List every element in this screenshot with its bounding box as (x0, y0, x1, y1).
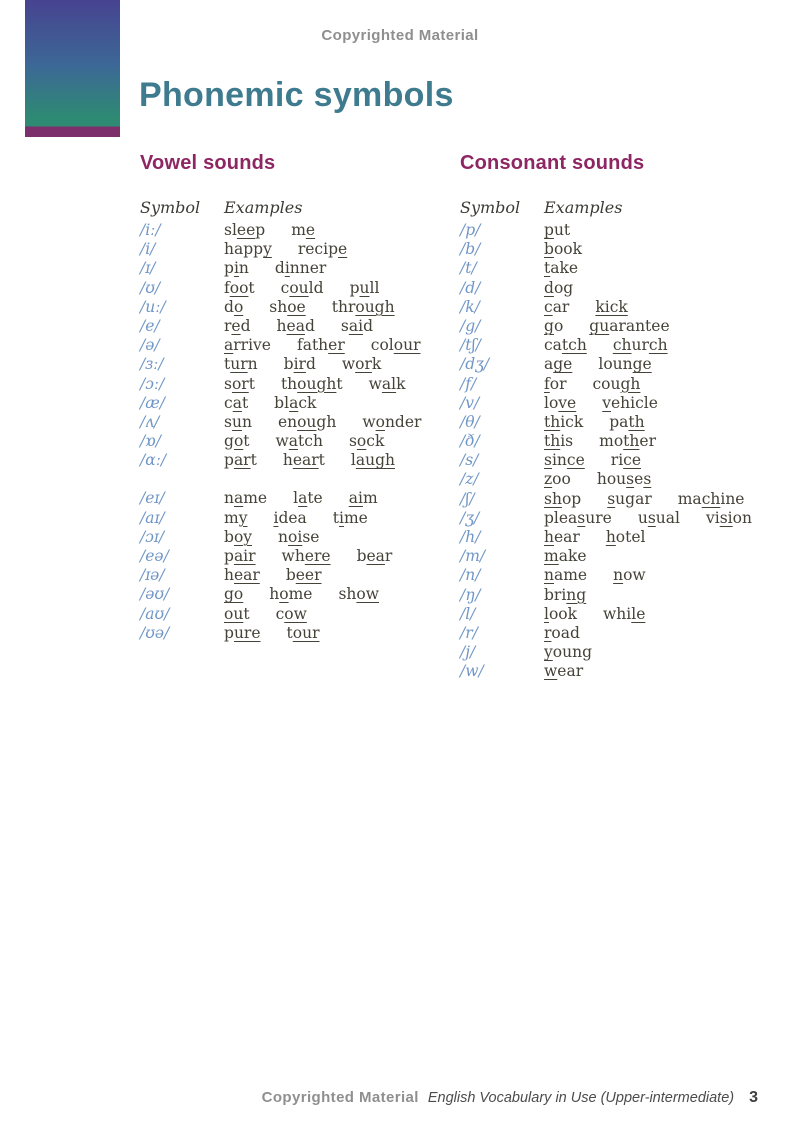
phoneme-symbol: /s/ (460, 451, 479, 470)
example-word: wear (544, 662, 584, 681)
phoneme-row (460, 509, 796, 528)
example-word: bring (544, 585, 587, 604)
example-word: kick (595, 297, 628, 316)
example-word: book (544, 240, 582, 259)
phoneme-row (140, 547, 452, 566)
example-word: love (544, 393, 577, 412)
example-word: hear (544, 528, 580, 546)
example-word: now (613, 566, 646, 585)
phoneme-symbol: /m/ (460, 547, 486, 566)
phoneme-symbol: /w/ (460, 662, 484, 681)
example-word: sock (348, 432, 385, 451)
phoneme-symbol: /d/ (460, 278, 481, 297)
phoneme-row (140, 355, 452, 374)
example-word: watch (275, 432, 323, 451)
phoneme-symbol: /ə/ (140, 336, 160, 355)
phoneme-symbol: /e/ (140, 316, 160, 335)
example-word: pair (224, 547, 256, 565)
example-word: work (341, 355, 382, 374)
example-word: catch (544, 336, 587, 355)
book-title: English Vocabulary in Use (Upper-intermediate) (427, 1090, 735, 1106)
phoneme-symbol: /z/ (460, 470, 479, 489)
example-word: boy (224, 527, 253, 546)
example-word: heart (282, 451, 325, 470)
phoneme-row (140, 509, 452, 528)
phoneme-row (460, 470, 796, 489)
phoneme-symbol: /ð/ (460, 432, 480, 451)
phoneme-symbol: /aʊ/ (140, 604, 170, 623)
phoneme-row (140, 605, 452, 624)
vowel-table-body (140, 221, 452, 643)
phoneme-row (140, 375, 452, 394)
example-word: happy (224, 240, 272, 259)
phoneme-symbol: /ʒ/ (460, 508, 480, 527)
example-word: do (224, 297, 244, 316)
phoneme-symbol: /g/ (460, 316, 481, 335)
example-word: red (224, 316, 251, 335)
example-word: go (544, 316, 564, 335)
example-word: walk (368, 374, 406, 393)
example-word: pure (224, 623, 261, 642)
example-word: houses (596, 470, 652, 489)
phoneme-row (140, 279, 452, 298)
example-word: where (281, 547, 331, 565)
phoneme-row (460, 566, 796, 585)
phoneme-row (140, 528, 452, 547)
phoneme-row (140, 624, 452, 643)
phoneme-row (460, 490, 796, 509)
phoneme-row (140, 221, 452, 240)
phoneme-symbol: /b/ (460, 240, 481, 259)
example-word: shop (544, 489, 582, 508)
copyright-watermark-bottom: Copyrighted Material (261, 1089, 419, 1106)
phoneme-symbol: /iː/ (140, 221, 161, 239)
example-word: age (544, 355, 573, 374)
phoneme-row (460, 643, 796, 662)
phoneme-row (140, 317, 452, 336)
page-number: 3 (749, 1089, 758, 1106)
consonant-table-body (460, 221, 796, 682)
example-word: head (276, 316, 315, 335)
example-word: me (291, 221, 316, 239)
example-word: while (603, 604, 646, 623)
example-word: black (274, 393, 317, 412)
phoneme-row (460, 298, 796, 317)
examples-column-header: Examples (544, 198, 623, 217)
phoneme-row (460, 547, 796, 566)
phoneme-row (460, 375, 796, 394)
example-word: for (544, 374, 567, 393)
example-word: path (609, 412, 645, 431)
symbol-column-header: Symbol (140, 198, 201, 217)
phoneme-symbol: /v/ (460, 393, 480, 412)
phoneme-row (460, 432, 796, 451)
phoneme-symbol: /i/ (140, 240, 156, 259)
example-word: time (332, 508, 368, 527)
phoneme-row (460, 317, 796, 336)
example-word: zoo (544, 470, 571, 489)
phoneme-row (460, 259, 796, 278)
example-word: since (544, 451, 585, 470)
example-word: take (544, 259, 579, 278)
phoneme-symbol: /n/ (460, 566, 481, 585)
phoneme-row (460, 221, 796, 240)
phoneme-symbol: /ʌ/ (140, 412, 160, 431)
phoneme-symbol: /ʊə/ (140, 623, 170, 642)
example-word: dog (544, 278, 574, 297)
example-word: could (280, 278, 324, 297)
page-footer (0, 1089, 758, 1107)
example-word: turn (224, 355, 258, 374)
phoneme-symbol: /ɔː/ (140, 374, 165, 393)
example-word: aim (348, 489, 378, 508)
phoneme-symbol: /ɒ/ (140, 432, 161, 451)
symbol-column-header: Symbol (460, 198, 521, 217)
phoneme-row (460, 413, 796, 432)
phoneme-symbol: /aɪ/ (140, 508, 165, 527)
phoneme-symbol: /r/ (460, 623, 478, 642)
phoneme-row (140, 489, 452, 508)
example-word: sleep (224, 221, 266, 239)
example-word: recipe (297, 240, 348, 259)
phoneme-row (460, 451, 796, 470)
phoneme-row (460, 662, 796, 681)
example-word: mother (599, 432, 656, 451)
example-word: father (296, 336, 345, 355)
phoneme-row (140, 240, 452, 259)
example-word: cow (275, 604, 307, 623)
phoneme-symbol: /θ/ (460, 412, 480, 431)
example-word: thick (544, 412, 584, 431)
vowel-sounds-heading: Vowel sounds (140, 152, 276, 174)
phoneme-row (140, 585, 452, 604)
phoneme-symbol: /j/ (460, 643, 476, 662)
copyright-watermark-top: Copyrighted Material (321, 27, 479, 44)
phoneme-symbol: /l/ (460, 604, 476, 623)
example-word: name (224, 489, 268, 508)
example-word: sort (224, 374, 255, 393)
example-word: idea (273, 508, 307, 527)
example-word: vehicle (602, 393, 658, 412)
example-word: home (269, 585, 313, 604)
phoneme-row (460, 394, 796, 413)
example-word: rice (610, 451, 642, 470)
example-word: part (224, 451, 257, 470)
example-word: vision (705, 508, 752, 527)
example-word: pin (224, 259, 249, 278)
phoneme-symbol: /tʃ/ (460, 336, 481, 355)
example-word: cat (224, 393, 249, 412)
example-word: car (544, 297, 570, 316)
phoneme-symbol: /dʒ/ (460, 355, 490, 374)
phoneme-row (140, 336, 452, 355)
phoneme-symbol: /h/ (460, 528, 481, 546)
example-word: this (544, 432, 574, 451)
example-word: bird (283, 355, 316, 374)
phoneme-symbol: /k/ (460, 297, 480, 316)
phoneme-row (140, 259, 452, 278)
example-word: thought (280, 374, 343, 393)
phoneme-row (140, 566, 452, 585)
phoneme-symbol: /əʊ/ (140, 585, 170, 604)
example-word: road (544, 623, 580, 642)
example-word: put (544, 221, 571, 239)
group-gap (140, 470, 452, 489)
examples-column-header: Examples (224, 198, 303, 217)
phoneme-symbol: /æ/ (140, 393, 166, 412)
example-word: through (331, 297, 395, 316)
example-word: colour (370, 336, 421, 355)
phoneme-row (460, 279, 796, 298)
phoneme-symbol: /ɪə/ (140, 566, 165, 585)
phoneme-row (140, 432, 452, 451)
phoneme-symbol: /eə/ (140, 547, 169, 565)
example-word: lounge (598, 355, 652, 374)
phoneme-symbol: /t/ (460, 259, 477, 278)
vowel-table-header (140, 198, 452, 218)
phoneme-row (140, 451, 452, 470)
phoneme-row (460, 355, 796, 374)
phoneme-row (460, 528, 796, 547)
example-word: church (612, 336, 668, 355)
example-word: beer (285, 566, 322, 585)
phoneme-symbol: /ŋ/ (460, 585, 481, 604)
phoneme-symbol: /ʃ/ (460, 489, 475, 508)
consonant-sounds-heading: Consonant sounds (460, 152, 645, 174)
phoneme-row (460, 336, 796, 355)
example-word: got (224, 432, 250, 451)
phoneme-symbol: /eɪ/ (140, 489, 165, 508)
example-word: hotel (605, 528, 646, 546)
example-word: name (544, 566, 588, 585)
example-word: usual (637, 508, 680, 527)
example-word: my (224, 508, 248, 527)
corner-gradient-decoration (25, 0, 120, 137)
phoneme-symbol: /f/ (460, 374, 477, 393)
phoneme-row (140, 394, 452, 413)
example-word: arrive (224, 336, 271, 355)
example-word: show (338, 585, 380, 604)
phoneme-symbol: /ʊ/ (140, 278, 161, 297)
phoneme-row (140, 298, 452, 317)
example-word: sugar (607, 489, 652, 508)
example-word: hear (224, 566, 260, 585)
phoneme-row (460, 240, 796, 259)
phoneme-row (460, 586, 796, 605)
example-word: pull (349, 278, 380, 297)
phoneme-row (460, 605, 796, 624)
example-word: make (544, 547, 587, 566)
consonant-sounds-section (460, 152, 796, 682)
example-word: foot (224, 278, 255, 297)
example-word: shoe (269, 297, 306, 316)
phoneme-symbol: /ɔɪ/ (140, 527, 165, 546)
example-word: cough (592, 374, 641, 393)
consonant-table-header (460, 198, 796, 218)
phoneme-symbol: /p/ (460, 221, 481, 239)
phoneme-symbol: /ɜː/ (140, 355, 164, 374)
phoneme-symbol: /ɪ/ (140, 259, 156, 278)
phoneme-symbol: /uː/ (140, 297, 166, 316)
example-word: bear (356, 547, 393, 565)
page-title: Phonemic symbols (139, 76, 454, 114)
example-word: late (293, 489, 323, 508)
example-word: out (224, 604, 250, 623)
phoneme-symbol: /ɑː/ (140, 451, 167, 470)
example-word: enough (277, 412, 337, 431)
phoneme-row (140, 413, 452, 432)
vowel-sounds-section (140, 152, 452, 643)
example-word: tour (286, 623, 320, 642)
example-word: guarantee (589, 316, 670, 335)
example-word: noise (278, 527, 320, 546)
example-word: dinner (274, 259, 327, 278)
phoneme-row (460, 624, 796, 643)
example-word: laugh (350, 451, 395, 470)
example-word: sun (224, 412, 252, 431)
example-word: pleasure (544, 508, 612, 527)
example-word: said (340, 316, 373, 335)
example-word: machine (677, 489, 745, 508)
example-word: young (544, 643, 592, 662)
example-word: go (224, 585, 244, 604)
example-word: wonder (362, 412, 422, 431)
example-word: look (544, 604, 578, 623)
